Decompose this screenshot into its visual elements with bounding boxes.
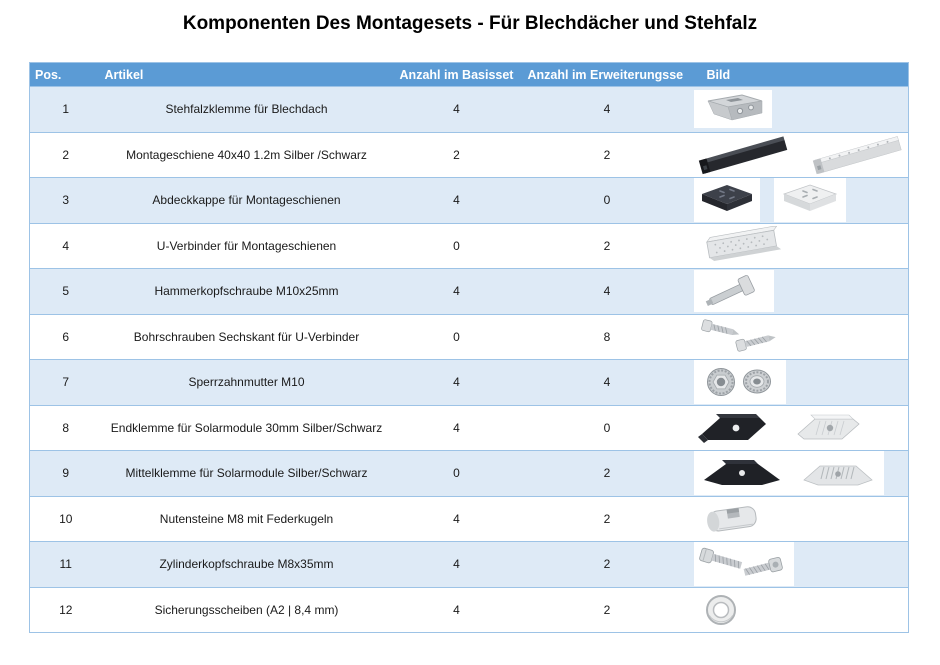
bild-cell <box>693 587 909 633</box>
basisset-cell: 4 <box>392 178 522 224</box>
table-row <box>30 269 909 315</box>
basisset-cell: 4 <box>392 269 522 315</box>
column-header-basisset: Anzahl im Basisset <box>392 63 522 87</box>
bild-cell <box>693 360 909 406</box>
table-row <box>30 360 909 406</box>
product-image-group <box>693 406 909 450</box>
column-header-erweiterung: Anzahl im Erweiterungsse <box>522 63 693 87</box>
zylinderkopfschraube-image <box>694 542 794 586</box>
hammerkopfschraube-image <box>694 270 774 312</box>
sperrzahnmutter-image <box>694 360 786 404</box>
nutenstein-image <box>694 498 770 540</box>
montageschiene-schwarz-image <box>694 133 794 177</box>
erweiterung-cell: 0 <box>522 178 693 224</box>
abdeckkappe-silber-image <box>774 178 846 222</box>
product-image-group <box>693 316 909 358</box>
table-row <box>30 178 909 224</box>
product-image-group <box>693 90 909 128</box>
artikel-cell: Endklemme für Solarmodule 30mm Silber/Schwarz <box>102 405 392 451</box>
basisset-cell: 4 <box>392 542 522 588</box>
artikel-cell: U-Verbinder für Montageschienen <box>102 223 392 269</box>
table-row <box>30 451 909 497</box>
u-verbinder-image <box>694 225 790 267</box>
erweiterung-cell: 8 <box>522 314 693 360</box>
montageschiene-silber-image <box>808 133 908 177</box>
erweiterung-cell: 2 <box>522 132 693 178</box>
artikel-cell: Abdeckkappe für Montageschienen <box>102 178 392 224</box>
basisset-cell: 0 <box>392 314 522 360</box>
product-image-group <box>693 133 909 177</box>
pos-cell: 1 <box>30 87 102 133</box>
pos-cell: 8 <box>30 405 102 451</box>
pos-cell: 7 <box>30 360 102 406</box>
pos-cell: 4 <box>30 223 102 269</box>
pos-cell: 5 <box>30 269 102 315</box>
pos-cell: 6 <box>30 314 102 360</box>
stehfalzklemme-image <box>694 90 772 128</box>
erweiterung-cell: 4 <box>522 269 693 315</box>
table-row <box>30 405 909 451</box>
basisset-cell: 4 <box>392 405 522 451</box>
bild-cell <box>693 542 909 588</box>
artikel-cell: Montageschiene 40x40 1.2m Silber /Schwarz <box>102 132 392 178</box>
product-image-group <box>693 589 909 631</box>
erweiterung-cell: 4 <box>522 87 693 133</box>
table-row <box>30 132 909 178</box>
table-header-row <box>30 63 909 87</box>
bild-cell <box>693 405 909 451</box>
table-row <box>30 587 909 633</box>
artikel-cell: Sperrzahnmutter M10 <box>102 360 392 406</box>
artikel-cell: Mittelklemme für Solarmodule Silber/Schwarz <box>102 451 392 497</box>
bild-cell <box>693 269 909 315</box>
column-header-bild: Bild <box>693 63 909 87</box>
pos-cell: 12 <box>30 587 102 633</box>
basisset-cell: 4 <box>392 87 522 133</box>
product-image-group <box>693 542 909 586</box>
endklemme-schwarz-image <box>694 406 776 450</box>
erweiterung-cell: 2 <box>522 496 693 542</box>
artikel-cell: Hammerkopfschraube M10x25mm <box>102 269 392 315</box>
pos-cell: 2 <box>30 132 102 178</box>
basisset-cell: 4 <box>392 360 522 406</box>
erweiterung-cell: 0 <box>522 405 693 451</box>
artikel-cell: Sicherungsscheiben (A2 | 8,4 mm) <box>102 587 392 633</box>
product-image-group <box>693 360 909 404</box>
artikel-cell: Nutensteine M8 mit Federkugeln <box>102 496 392 542</box>
endklemme-silber-image <box>790 407 868 449</box>
pos-cell: 3 <box>30 178 102 224</box>
basisset-cell: 0 <box>392 223 522 269</box>
basisset-cell: 2 <box>392 132 522 178</box>
bild-cell <box>693 223 909 269</box>
table-row <box>30 542 909 588</box>
pos-cell: 11 <box>30 542 102 588</box>
column-header-artikel: Artikel <box>102 63 392 87</box>
bild-cell <box>693 496 909 542</box>
product-image-group <box>693 451 909 495</box>
erweiterung-cell: 2 <box>522 223 693 269</box>
basisset-cell: 0 <box>392 451 522 497</box>
bohrschrauben-image <box>694 316 790 358</box>
erweiterung-cell: 2 <box>522 542 693 588</box>
erweiterung-cell: 2 <box>522 451 693 497</box>
erweiterung-cell: 2 <box>522 587 693 633</box>
pos-cell: 10 <box>30 496 102 542</box>
table-row <box>30 223 909 269</box>
table-body <box>30 87 909 633</box>
table-row <box>30 87 909 133</box>
bild-cell <box>693 178 909 224</box>
bild-cell <box>693 87 909 133</box>
bild-cell <box>693 451 909 497</box>
page-title: Komponenten Des Montagesets - Für Blechdächer und Stehfalz <box>182 13 758 34</box>
sicherungsscheibe-image <box>694 589 748 631</box>
components-table <box>29 62 909 633</box>
table-row <box>30 314 909 360</box>
basisset-cell: 4 <box>392 587 522 633</box>
product-image-group <box>693 270 909 312</box>
bild-cell <box>693 314 909 360</box>
basisset-cell: 4 <box>392 496 522 542</box>
pos-cell: 9 <box>30 451 102 497</box>
column-header-pos: Pos. <box>30 63 102 87</box>
artikel-cell: Stehfalzklemme für Blechdach <box>102 87 392 133</box>
product-image-group <box>693 178 909 222</box>
artikel-cell: Bohrschrauben Sechskant für U-Verbinder <box>102 314 392 360</box>
product-image-group <box>693 498 909 540</box>
bild-cell <box>693 132 909 178</box>
abdeckkappe-schwarz-image <box>694 178 760 222</box>
erweiterung-cell: 4 <box>522 360 693 406</box>
mittelklemme-paar-image <box>694 451 884 495</box>
product-image-group <box>693 225 909 267</box>
artikel-cell: Zylinderkopfschraube M8x35mm <box>102 542 392 588</box>
table-row <box>30 496 909 542</box>
